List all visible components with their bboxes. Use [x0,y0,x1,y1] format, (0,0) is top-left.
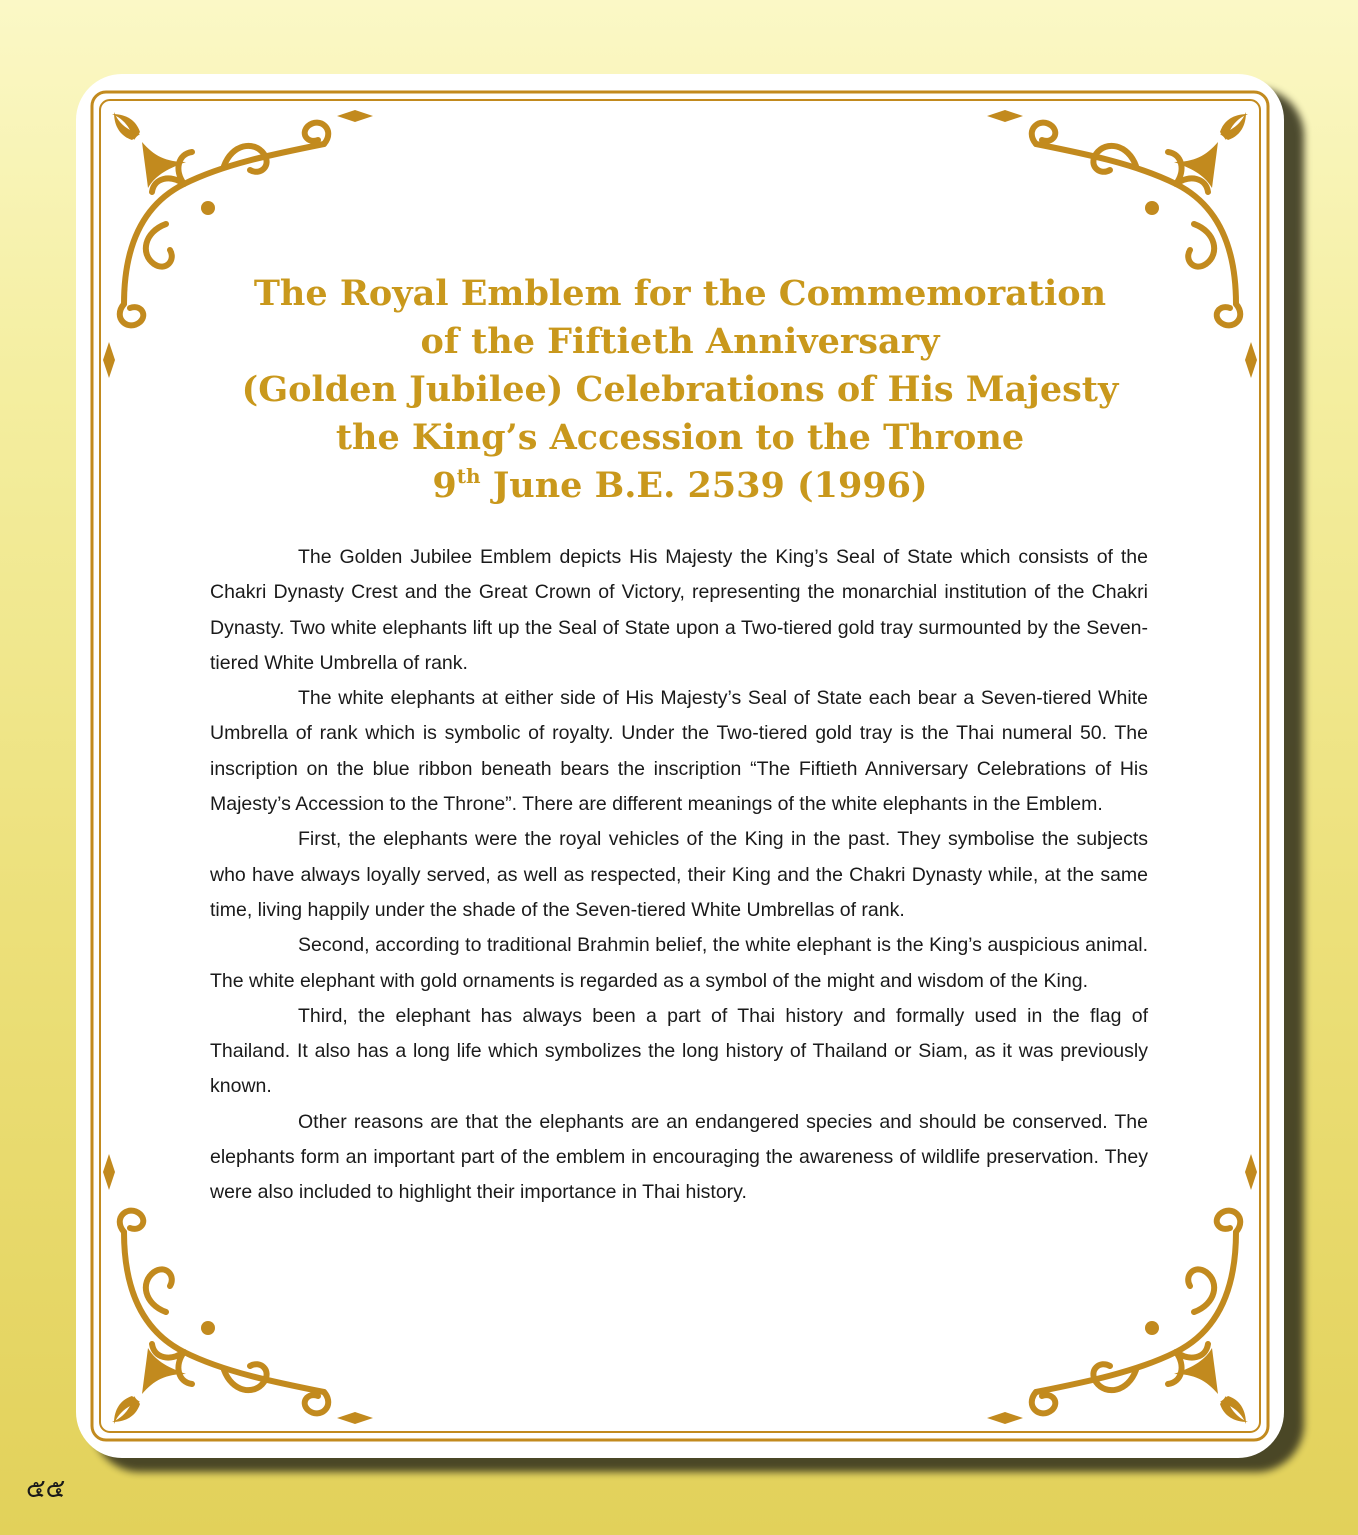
title-line-3: (Golden Jubilee) Celebrations of His Majesty [241,369,1119,410]
title-date-day: 9 [432,465,457,506]
diamond-finial-icon [987,109,1023,123]
paragraph-first-meaning: First, the elephants were the royal vehicles of the King in the past. They symbolise the subjects who have always loyally served, as well as respected, their King and the Chakri Dynasty while, at the same time, living happily under the shade of the Seven-tiered White Umbrellas of rank. [210,828,1148,921]
title-line-4: the King’s Accession to the Throne [335,417,1025,458]
paragraph-emblem-description: The Golden Jubilee Emblem depicts His Majesty the King’s Seal of State which consists of the Chakri Dynasty Crest and the Great Crown of Victory, representing the monarchial institution of the Chakri Dynasty. Two white elephants lift up the Seal of State upon a Two-tiered gold tray surmounted by the Seven-tiered White Umbrella of rank. [210,546,1148,674]
paragraph-second-meaning: Second, according to traditional Brahmin belief, the white elephant is the King’s auspicious animal. The white elephant with gold ornaments is regarded as a symbol of the might and wisdom of the King. [210,934,1148,992]
title-date-rest: June B.E. 2539 (1996) [480,465,928,506]
paragraph-third-meaning: Third, the elephant has always been a part of Thai history and formally used in the flag of Thailand. It also has a long life which symbolizes the long history of Thailand or Siam, as it was previously known. [210,1004,1148,1098]
page-number: ๕๕ [26,1474,66,1504]
title-line-1: The Royal Emblem for the Commemoration [253,273,1107,314]
diamond-finial-icon [987,1411,1023,1425]
page-title [76,270,1284,510]
diamond-finial-icon [1244,1154,1258,1190]
title-date [432,465,927,506]
diamond-finial-icon [337,1411,373,1425]
paragraph-white-elephants: The white elephants at either side of His Majesty’s Seal of State each bear a Seven-tiered White Umbrella of rank which is symbolic of royalty. Under the Two-tiered gold tray is the Thai numeral 50. The inscription on the blue ribbon beneath bears the inscription “The Fiftieth Anniversary Celebrations of His Majesty’s Accession to the Throne”. There are different meanings of the white elephants in the Emblem. [210,687,1148,816]
diamond-finial-icon [337,109,373,123]
diamond-finial-icon [102,1154,116,1190]
paragraph-other-reasons: Other reasons are that the elephants are an endangered species and should be conserved. The elephants form an important part of the emblem in encouraging the awareness of wildlife preservation. They were also included to highlight their importance in Thai history. [210,1110,1148,1204]
title-line-2: of the Fiftieth Anniversary [420,321,940,362]
scroll-flourish-icon [1016,1192,1256,1432]
title-date-ordinal: th [456,464,481,488]
document-panel [76,74,1284,1458]
scroll-flourish-icon [104,1192,344,1432]
body-text [210,540,1148,1211]
